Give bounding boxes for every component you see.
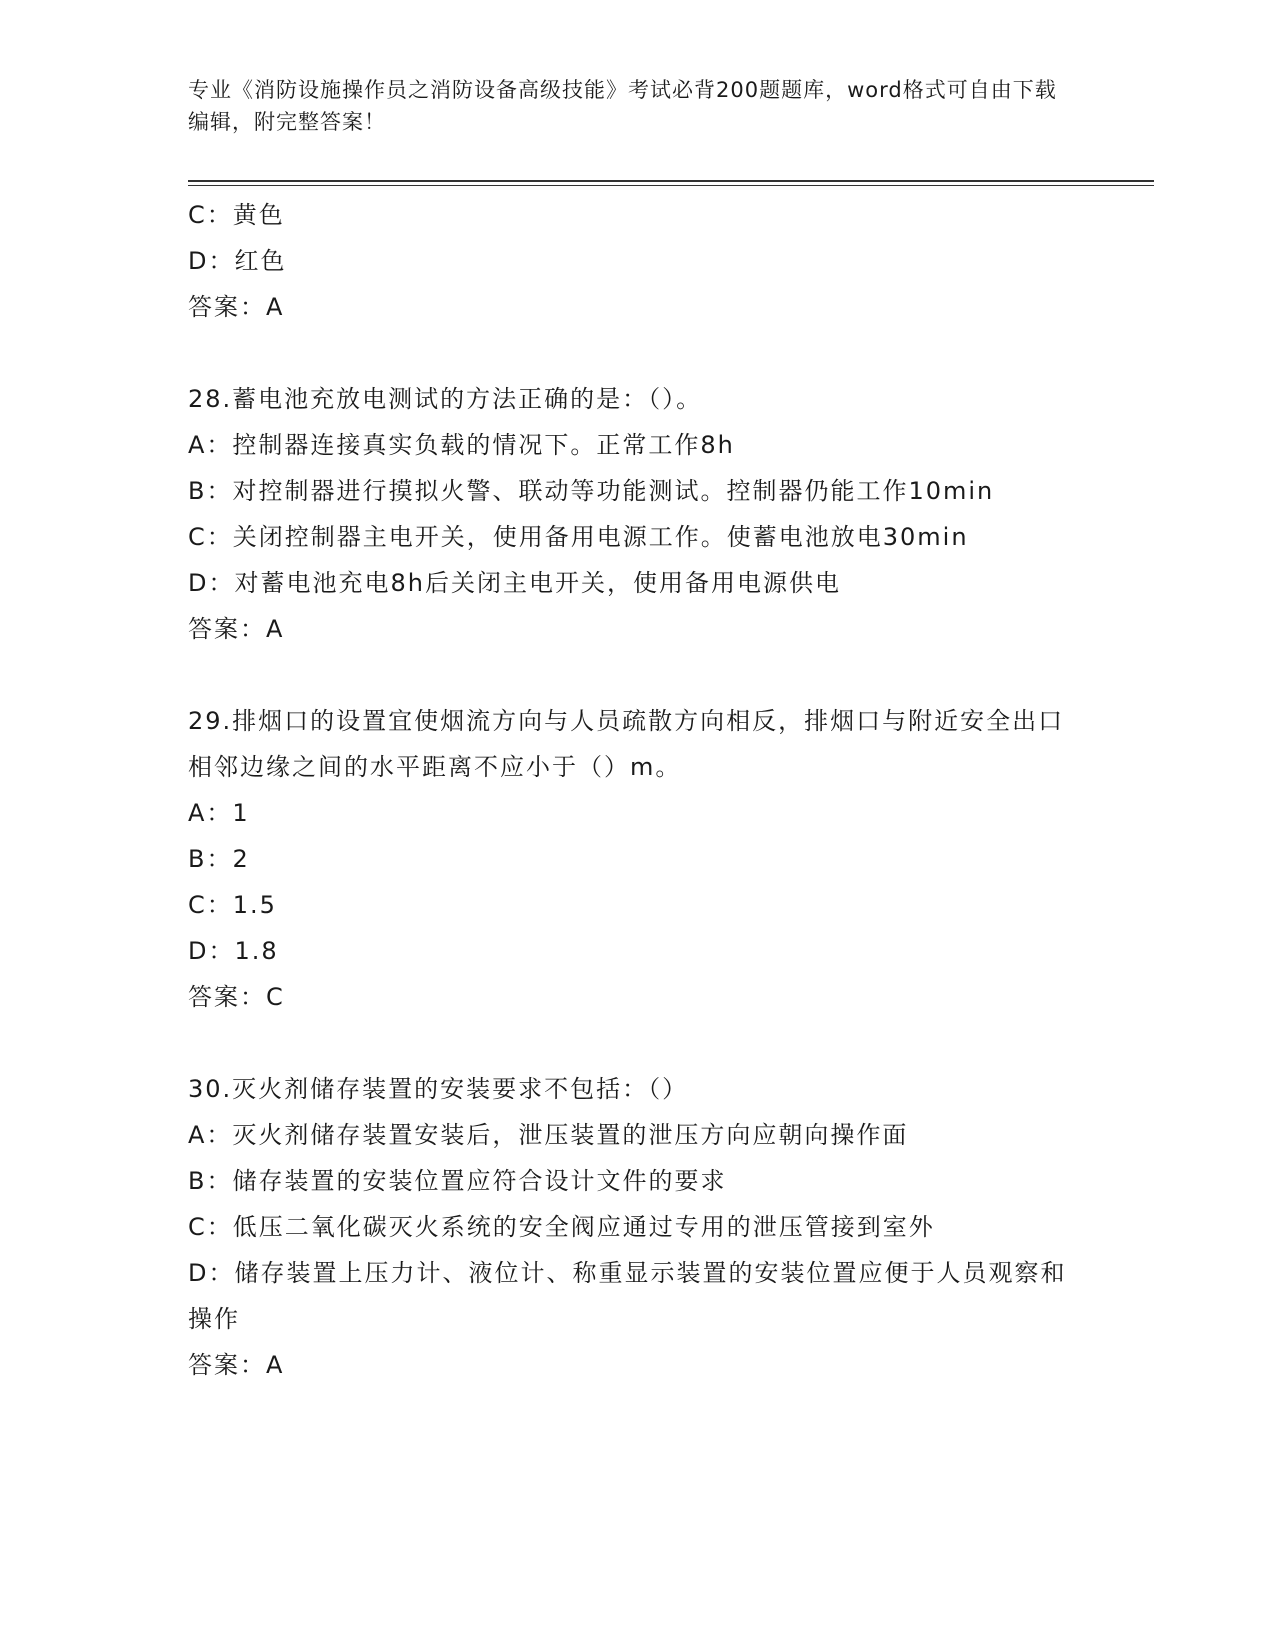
option-a: A：1 xyxy=(188,799,250,827)
answer-line: 答案：A xyxy=(188,615,285,643)
option-d: D：储存装置上压力计、液位计、称重显示装置的安装位置应便于人员观察和操作 xyxy=(188,1259,1067,1333)
question-text: 30.灭火剂储存装置的安装要求不包括：（） xyxy=(188,1075,689,1103)
question-30 xyxy=(188,1066,1088,1388)
option-c: C：关闭控制器主电开关，使用备用电源工作。使蓄电池放电30min xyxy=(188,523,969,551)
answer-line: 答案：A xyxy=(188,293,285,321)
spacer xyxy=(188,1020,1088,1066)
option-a: A：控制器连接真实负载的情况下。正常工作8h xyxy=(188,431,735,459)
question-text: 29.排烟口的设置宜使烟流方向与人员疏散方向相反，排烟口与附近安全出口相邻边缘之间的水平距离不应小于（）m。 xyxy=(188,707,1065,781)
answer-line: 答案：C xyxy=(188,983,285,1011)
option-b: B：2 xyxy=(188,845,250,873)
option-d: D：1.8 xyxy=(188,937,279,965)
option-c: C：低压二氧化碳灭火系统的安全阀应通过专用的泄压管接到室外 xyxy=(188,1213,935,1241)
option-c: C：黄色 xyxy=(188,201,285,229)
spacer xyxy=(188,652,1088,698)
header-rule-thin xyxy=(188,185,1154,186)
question-text: 28.蓄电池充放电测试的方法正确的是：（）。 xyxy=(188,385,703,413)
option-b: B：对控制器进行摸拟火警、联动等功能测试。控制器仍能工作10min xyxy=(188,477,995,505)
option-a: A：灭火剂储存装置安装后，泄压装置的泄压方向应朝向操作面 xyxy=(188,1121,909,1149)
question-28 xyxy=(188,376,1088,652)
answer-line: 答案：A xyxy=(188,1351,285,1379)
option-b: B：储存装置的安装位置应符合设计文件的要求 xyxy=(188,1167,727,1195)
option-d: D：对蓄电池充电8h后关闭主电开关，使用备用电源供电 xyxy=(188,569,841,597)
spacer xyxy=(188,330,1088,376)
question-29 xyxy=(188,698,1088,1020)
option-c: C：1.5 xyxy=(188,891,277,919)
option-d: D：红色 xyxy=(188,247,287,275)
header-rule-thick xyxy=(188,180,1154,182)
question-list xyxy=(188,192,1088,1388)
question-27-tail xyxy=(188,192,1088,330)
document-header: 专业《消防设施操作员之消防设备高级技能》考试必背200题题库，word格式可自由下载编辑，附完整答案！ xyxy=(188,78,1057,134)
